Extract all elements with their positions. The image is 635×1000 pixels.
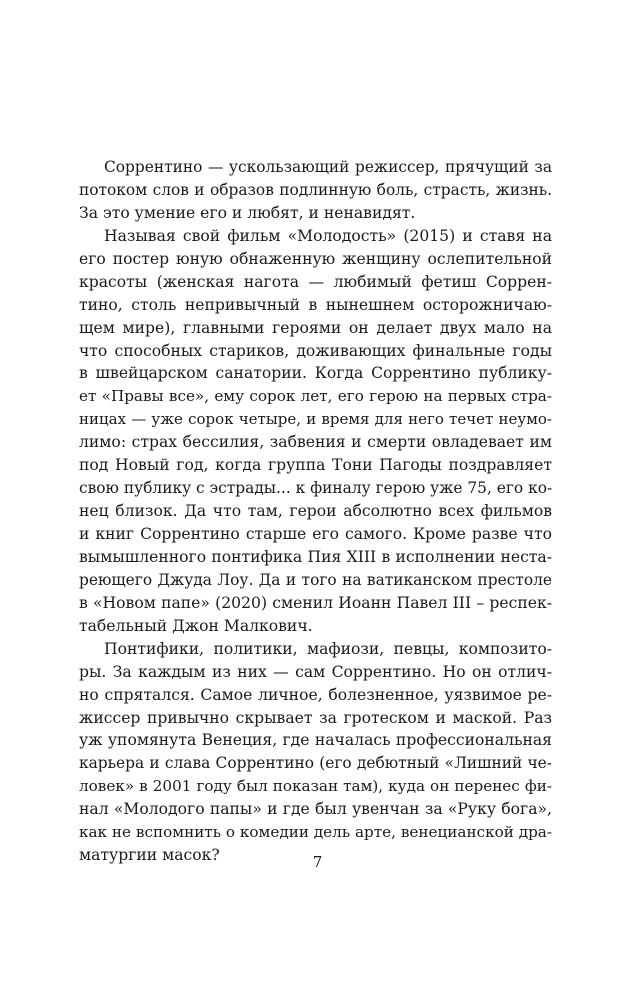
page-number: 7: [312, 853, 323, 871]
text-line: щем мире), главными героями он делает двух мало на: [79, 318, 552, 337]
text-line: уж упомянута Венеция, где началась профессиональная: [79, 731, 552, 750]
text-line: карьера и слава Соррентино (его дебютный «Лишний че-: [79, 754, 552, 773]
text-line: под Новый год, когда группа Тони Пагоды поздравляет: [79, 456, 552, 475]
text-line: Понтифики, политики, мафиози, певцы, композито-: [104, 639, 552, 658]
text-line: в «Новом папе» (2020) сменил Иоанн Павел III – респек-: [79, 593, 552, 612]
paragraph-1: [79, 156, 552, 225]
paragraph-3: [79, 638, 552, 867]
text-line: ницах — уже сорок четыре, и время для него течет неумо-: [79, 410, 552, 429]
text-line: красоты (женская нагота — любимый фетиш Соррен-: [79, 272, 552, 291]
text-line: жиссер привычно скрывает за гротеском и маской. Раз: [79, 708, 552, 727]
body-text: [79, 156, 552, 867]
text-line: реющего Джуда Лоу. Да и того на ватиканском престоле: [79, 570, 552, 589]
text-line: нец близок. Да что там, герои абсолютно всех фильмов: [79, 502, 552, 521]
paragraph-2: [79, 225, 552, 638]
text-line: Соррентино — ускользающий режиссер, прячущий за: [104, 158, 552, 176]
text-line: но спрятался. Самое личное, болезненное, уязвимое ре-: [79, 685, 552, 704]
text-line: в швейцарском санатории. Когда Соррентино публику-: [79, 364, 552, 383]
text-line: тино, столь непривычный в нынешнем осторожничаю-: [79, 295, 552, 314]
text-line: нал «Молодого папы» и где был увенчан за «Руку бога»,: [79, 800, 552, 819]
text-line: его постер юную обнаженную женщину ослепительной: [79, 249, 552, 268]
text-line: табельный Джон Малкович.: [79, 616, 313, 635]
text-line: как не вспомнить о комедии дель арте, венецианской дра-: [79, 823, 552, 842]
text-line: За это умение его и любят, и ненавидят.: [79, 203, 416, 222]
text-line: свою публику с эстрады... к финалу герою уже 75, его ко-: [79, 479, 553, 498]
text-line: ловек» в 2001 году был показан там), куда он перенес фи-: [79, 777, 552, 796]
text-line: матургии масок?: [79, 846, 220, 865]
text-line: ет «Правы все», ему сорок лет, его герою на первых стра-: [79, 387, 552, 406]
text-line: что способных стариков, доживающих финальные годы: [79, 341, 552, 360]
text-line: ры. За каждым из них — сам Соррентино. Но он отлич-: [79, 662, 552, 681]
text-line: вымышленного понтифика Пия XIII в исполнении неста-: [79, 547, 552, 566]
text-line: лимо: страх бессилия, забвения и смерти овладевает им: [79, 433, 552, 452]
text-line: потоком слов и образов подлинную боль, страсть, жизнь.: [79, 180, 552, 199]
text-line: и книг Соррентино старше его самого. Кроме разве что: [79, 525, 552, 543]
text-line: Называя свой фильм «Молодость» (2015) и ставя на: [104, 226, 552, 245]
